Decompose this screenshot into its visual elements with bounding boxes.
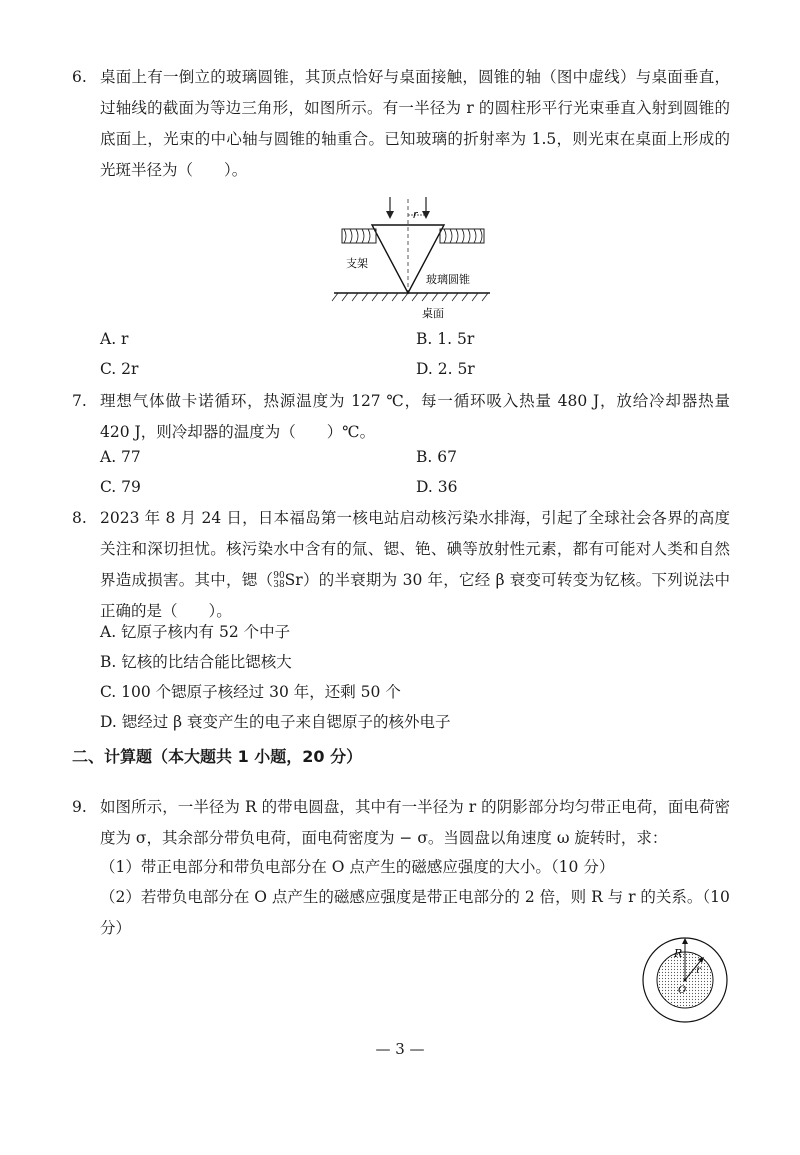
isotope-z: 38 — [273, 580, 285, 590]
question-text: 桌面上有一倒立的玻璃圆锥，其顶点恰好与桌面接触，圆锥的轴（图中虚线）与桌面垂直，过轴线的截面为等边三角形，如图所示。有一半径为 r 的圆柱形平行光束垂直入射到圆锥的底面上，光束的中心轴与圆锥的轴重合。已知玻璃的折射率为 1.5，则光束在桌面上形成的光斑半径为（ ）。 — [100, 68, 730, 179]
option-d[interactable]: D. 锶经过 β 衰变产生的电子来自锶原子的核外电子 — [100, 713, 451, 731]
option-d[interactable]: D. 2. 5r — [416, 360, 475, 378]
option-b[interactable]: B. 1. 5r — [416, 330, 475, 348]
figure-glass-label: 玻璃圆锥 — [426, 273, 470, 286]
figure-table-label: 桌面 — [422, 307, 444, 320]
figure-O-label: O — [678, 985, 687, 996]
isotope — [273, 572, 284, 590]
question-number: 9. — [72, 798, 87, 816]
question-number: 8. — [72, 509, 87, 527]
question-9 — [72, 792, 730, 854]
option-b[interactable]: B. 钇核的比结合能比锶核大 — [100, 653, 292, 671]
question-number: 7. — [72, 392, 87, 410]
disc-figure — [640, 935, 730, 1025]
option-d[interactable]: D. 36 — [416, 478, 458, 496]
question-text: 理想气体做卡诺循环，热源温度为 127 ℃，每一循环吸入热量 480 J，放给冷却器热量 420 J，则冷却器的温度为（ ）℃。 — [100, 392, 730, 441]
figure-r-label: r — [413, 208, 418, 221]
figure-R-label: R — [674, 947, 683, 960]
option-c[interactable]: C. 2r — [100, 360, 139, 378]
isotope-mass: 90 — [273, 571, 285, 581]
question-6 — [72, 62, 730, 186]
question-text-part1: 2023 年 8 月 24 日，日本福岛第一核电站启动核污染水排海，引起了全球社会各界的高度关注和深切担忧。核污染水中含有的氚、锶、铯、碘等放射性元素，都有可能对人类和自然界造成损害。其中，锶（ — [100, 509, 730, 589]
subquestion-2: （2）若带负电部分在 O 点产生的磁感应强度是带正电部分的 2 倍，则 R 与 r 的关系。（10 分） — [100, 888, 730, 937]
question-8 — [72, 503, 730, 627]
figure-support-label: 支架 — [346, 257, 368, 270]
question-7 — [72, 386, 730, 448]
question-text — [100, 503, 730, 627]
question-number: 6. — [72, 68, 87, 86]
option-b[interactable]: B. 67 — [416, 448, 457, 466]
option-c[interactable]: C. 100 个锶原子核经过 30 年，还剩 50 个 — [100, 683, 401, 701]
option-a[interactable]: A. r — [100, 330, 129, 348]
question-text: 如图所示，一半径为 R 的带电圆盘，其中有一半径为 r 的阴影部分均匀带正电荷，面电荷密度为 σ，其余部分带负电荷，面电荷密度为 − σ。当圆盘以角速度 ω 旋转时，求： — [100, 798, 730, 847]
subquestion-1: （1）带正电部分和带负电部分在 O 点产生的磁感应强度的大小。（10 分） — [100, 858, 615, 876]
question-text-part2: ）的半衰期为 30 年，它经 β 衰变可转变为钇核。下列说法中正确的是（ ）。 — [100, 571, 730, 620]
option-a[interactable]: A. 77 — [100, 448, 141, 466]
figure-r-label: r — [696, 965, 701, 976]
section-title: 二、计算题（本大题共 1 小题，20 分） — [72, 747, 363, 766]
option-c[interactable]: C. 79 — [100, 478, 141, 496]
isotope-symbol: Sr — [284, 571, 303, 589]
cone-figure — [330, 195, 500, 325]
page-number: — 3 — — [375, 1040, 425, 1058]
option-a[interactable]: A. 钇原子核内有 52 个中子 — [100, 623, 291, 641]
